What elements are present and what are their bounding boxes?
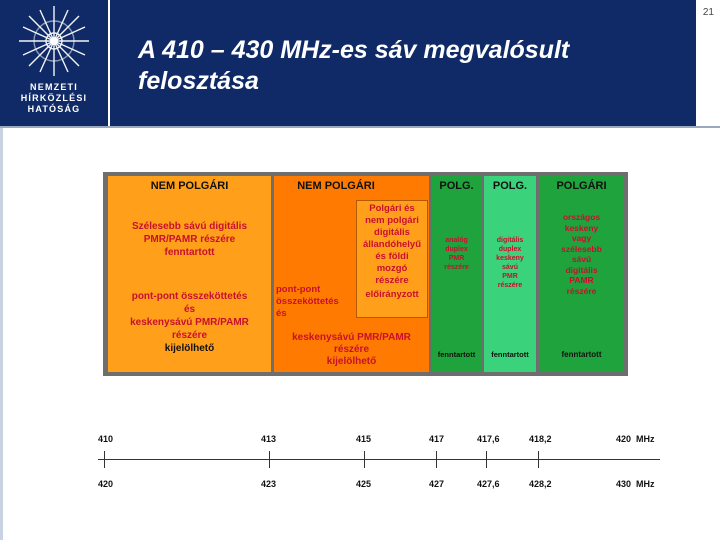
column-2-side-line-1: pont-pont (276, 284, 321, 295)
column-2-side-line-3: és (276, 308, 287, 319)
column-4-line-3: keskeny (496, 255, 524, 262)
column-4-line-6: részére (497, 282, 523, 289)
column-nem-polgari-1 (108, 176, 271, 372)
column-4-line-1: digitális (496, 237, 524, 244)
column-2-side-line-2: összeköttetés (276, 296, 339, 307)
column-2-inner-line-6: mozgó (376, 263, 408, 274)
column-5-line-5: sávú (571, 254, 592, 264)
column-5-line-2: keskeny (564, 222, 599, 233)
logo-line-1: NEMZETI (30, 82, 78, 92)
column-5-line-4: szélesebb (561, 243, 602, 254)
column-1-block-1-line-2: PMR/PAMR részére (143, 234, 236, 245)
column-1-header: NEM POLGÁRI (150, 180, 229, 192)
scale-bottom-label: 428,2 (529, 479, 552, 489)
column-1-block-2-line-4: részére (171, 330, 208, 341)
scale-tick (436, 451, 437, 468)
logo-line-2: HÍRKÖZLÉSI (20, 93, 88, 103)
scale-tick (364, 451, 365, 468)
column-4-line-4: sávú (502, 264, 518, 271)
column-2-bottom-line-1: keskenysávú PMR/PAMR (292, 332, 411, 343)
column-3-header: POLG. (439, 180, 474, 192)
logo-text (0, 82, 108, 115)
title-bar (110, 0, 696, 126)
scale-bottom-label: 425 (356, 479, 372, 489)
header-rule (0, 126, 720, 128)
scale-bottom-label: 427 (429, 479, 445, 489)
column-5-line-6: digitális (565, 264, 598, 275)
column-5-line-1: országos (562, 212, 601, 222)
column-4-header: POLG. (492, 180, 528, 192)
column-5-line-8: részére (566, 285, 597, 296)
column-2-bottom-line-2: részére (333, 344, 370, 355)
column-5-line-7: PAMR (569, 275, 594, 285)
column-1-block-2 (108, 290, 271, 355)
column-1-block-1 (108, 220, 271, 259)
scale-tick (538, 451, 539, 468)
column-2-inner-text (356, 203, 428, 301)
column-2-inner-line-7: részére (375, 275, 409, 286)
band-plan-figure (88, 157, 662, 493)
column-5-text (539, 212, 624, 296)
column-2-bottom-text (274, 332, 429, 368)
scale-tick (269, 451, 270, 468)
column-2-inner-line-3: digitális (374, 227, 410, 238)
column-4-text (484, 236, 536, 290)
column-polgari (539, 176, 624, 372)
scale-bottom-label: 430 MHz (616, 479, 655, 489)
column-2-inner-line-5: és földi (375, 251, 409, 262)
slide-title-line-1: A 410 – 430 MHz-es sáv megvalósult (138, 36, 570, 64)
left-edge-stripe (0, 128, 3, 540)
scale-top-label: 420 MHz (616, 434, 655, 444)
slide-title (138, 35, 569, 97)
column-nem-polgari-2 (274, 176, 429, 372)
column-1-block-2-line-5: kijelölhető (164, 343, 215, 354)
column-3-footer: fenntartott (437, 350, 476, 359)
scale-top-label: 417,6 (477, 434, 500, 444)
column-2-header: NEM POLGÁRI (297, 180, 375, 192)
logo-line-3: HATÓSÁG (27, 104, 81, 114)
scale-top-label: 418,2 (529, 434, 552, 444)
column-2-bottom-line-3: kijelölhető (326, 356, 377, 367)
column-4-line-5: PMR (502, 273, 518, 280)
column-3-text (432, 236, 481, 272)
scale-line (98, 459, 660, 460)
column-1-block-1-line-1: Szélesebb sávú digitális (131, 221, 248, 232)
column-2-inner-line-2: nem polgári (365, 215, 419, 226)
column-2-side-text (276, 284, 358, 320)
scale-top-label: 417 (429, 434, 445, 444)
column-polg-2 (484, 176, 536, 372)
page-number: 21 (702, 7, 714, 18)
scale-bottom-label: 427,6 (477, 479, 500, 489)
column-5-header: POLGÁRI (556, 180, 607, 192)
column-5-footer: fenntartott (561, 350, 602, 359)
column-4-footer: fenntartott (491, 350, 529, 359)
scale-tick (104, 451, 105, 468)
column-1-block-2-line-2: és (183, 304, 196, 315)
column-3-line-1: analóg (445, 237, 468, 244)
scale-top-label: 415 (356, 434, 372, 444)
column-5-line-3: vagy (571, 233, 592, 243)
column-3-line-4: részére (444, 264, 469, 271)
scale-bottom-label: 423 (261, 479, 277, 489)
scale-bottom-label: 420 (98, 479, 114, 489)
column-polg-1 (432, 176, 481, 372)
column-1-block-1-line-3: fenntartott (164, 247, 215, 258)
scale-top-label: 413 (261, 434, 277, 444)
column-4-line-2: duplex (498, 246, 522, 253)
column-1-block-2-line-1: pont-pont összeköttetés (131, 291, 248, 302)
column-1-block-2-line-3: keskenysávú PMR/PAMR (130, 317, 249, 328)
slide-title-line-2: felosztása (138, 67, 259, 95)
scale-top-label: 410 (98, 434, 114, 444)
column-3-line-3: PMR (448, 255, 465, 262)
column-2-inner-line-8: előirányzott (365, 289, 419, 300)
column-2-inner-line-1: Polgári és (369, 203, 415, 214)
scale-tick (486, 451, 487, 468)
column-3-line-2: duplex (445, 246, 468, 253)
star-burst-icon (0, 0, 108, 82)
column-2-inner-line-4: állandóhelyű (362, 239, 422, 250)
logo-panel (0, 0, 108, 128)
